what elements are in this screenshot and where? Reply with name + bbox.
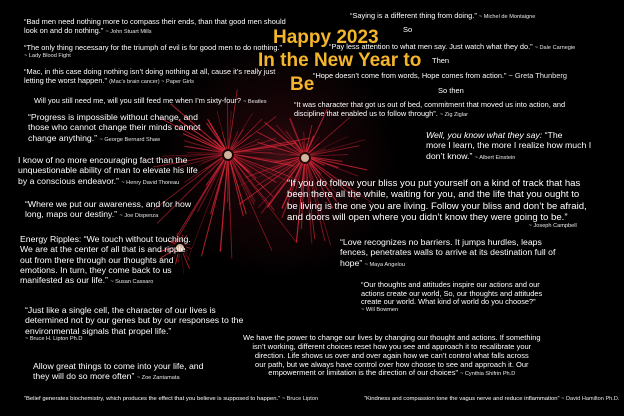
quote-shifrin [243,334,541,378]
quote-author: ~ Greta Thunberg [508,71,567,80]
quote-author: ~ Zoe Zantamata [136,375,180,382]
quote-zantamata [33,361,203,382]
quote-author: ~ George Bernard Shaw [99,136,160,143]
quote-line: “The only thing necessary for the triumph of evil is for good men to do nothing.” [24,43,282,52]
quote-line: I know of no more encouraging fact than the [18,155,188,165]
quote-line: “Our thoughts and attitudes inspire our actions and our [361,280,540,289]
quote-author: ~ Henry David Thoreau [121,179,180,186]
quote-blood-fight [24,44,282,59]
quote-line: Allow great things to come into your life, and [33,361,204,371]
quote-line: don’t know.” [426,150,473,161]
quote-line: and doors will open where you didn’t know they were going to be.” [287,211,568,223]
quote-line: been there all the while, waiting for you, and the life that you ought to [287,189,580,201]
quote-line: discipline that enabled us to follow through”. [294,108,438,118]
quote-line: direction. Life shows us over and over again how we can’t control what falls across [254,350,529,360]
firework-streak [198,160,225,212]
quote-line [426,151,591,162]
quote-author: ~ Beatles [243,99,267,105]
quote-line: We have the power to change our lives by changing our thought and actions. If something [243,333,541,342]
quote-line [25,209,191,220]
quote-mills [24,18,286,35]
firework-streak [310,140,365,155]
quote-line: “Progress is impossible without change, and [28,112,198,122]
quote-author: (Mac’s brain cancer) ~ Paper Girls [109,78,194,85]
quote-line: Will you still need me, will you still feed me when I’m sixty-four? [34,96,242,105]
quote-line [340,258,555,269]
quote-line: environmental signals that propel life.” [25,325,172,336]
quote-author: ~ Joe Dispenza [119,213,159,220]
quote-line [18,176,198,187]
quote-montaigne [350,12,535,21]
quote-line [24,27,286,36]
quote-line: actions create our world, So, our thoughts and attitudes [361,288,543,298]
quote-lipton-belief [24,396,318,403]
quote-author: ~ Lady Blood Fight [24,52,71,59]
quote-author: ~ Will Bowmen [361,307,399,314]
firework-streak [228,161,232,259]
quote-line: empowerment or limitation is the direction of our choices” [268,368,458,378]
quote-campbell [287,178,587,230]
quote-lipton-cell [25,305,243,342]
firework-streak [227,103,228,149]
quote-line: “The [542,130,563,140]
quote-line: “Belief generates biochemistry, which produces the effect that you believe is supposed to happen.” [24,396,281,402]
quote-line: “Where we put our awareness, and for how [25,199,192,209]
quote-line: “Just like a single cell, the character of our lives is [25,305,216,315]
quote-line: “Love recognizes no barriers. It jumps hurdles, leaps [340,237,542,247]
quote-beatles [34,97,267,106]
quote-line [243,369,541,378]
quote-angelou [340,237,555,268]
quote-author: ~ Dale Carnegie [534,45,576,51]
quote-thoreau [18,155,198,186]
quote-line: isn’t working, different choices reset how you see and approach it to recalibrate your [252,341,532,351]
quote-line: “It was character that got us out of bed, commitment that moved us into action, and [294,100,566,109]
quote-line: “Hope doesn’t come from words, Hope comes from action.” [313,71,507,80]
quote-line: determined not by our genes but by our responses to the [25,315,244,326]
quote-line: Energy Ripples: “We touch without touching. [20,234,191,244]
firework-streak [265,122,302,153]
quote-line [24,77,275,86]
quote-line: those who cannot change their minds cannot [28,122,201,133]
quote-line: hope” [340,257,363,268]
quote-line: We are at the center of all that is and ripple [20,244,186,255]
firework-streak [311,154,348,156]
quote-line: out from there through our thoughts and [20,254,174,265]
quote-author: ~ Bruce H. Lipton Ph.D [25,335,83,342]
quote-ziglar [294,101,565,118]
quote-line [20,275,191,286]
quote-line: “Bad men need nothing more to compass their ends, than that good men should [24,17,286,26]
quote-line: “Kindness and compassion tone the vagus nerve and reduce inflammation” [364,396,560,402]
firework-streak [231,119,262,150]
connector-so: So [403,25,413,34]
quote-line: create our world. What kind of world do you choose?” [361,297,536,307]
quote-line: “Saying is a different thing from doing.” [350,11,477,20]
quote-author: ~ David Hamilton Ph.D. [561,396,620,402]
quote-lead: Well, you know what they say: [426,130,543,140]
title-line-2: In the New Year to [258,50,422,71]
quote-paper-girls [24,68,275,85]
quote-line: manifested as our life.” [20,275,108,286]
quote-author: ~ Joseph Campbell [528,223,577,230]
title-line-1: Happy 2023 [273,27,379,48]
quote-author: ~ Albert Einstein [474,154,516,161]
quote-line [294,110,565,119]
quote-line [28,133,200,144]
quote-author: ~ Bruce Lipton [281,396,319,402]
quote-shaw [28,112,200,143]
quote-line: emotions. In turn, they come back to us [20,264,172,275]
quote-line: change anything.” [28,132,98,143]
quote-author: ~ Susan Cassaro [110,279,154,286]
quote-author: ~ Michel de Montaigne [478,14,536,20]
firework-core [301,154,309,162]
quote-author: ~ Cynthia Shifrin Ph.D [460,371,516,378]
quote-line: be living is the one you are living. Follow your bliss and don’t be afraid, [287,200,587,212]
quote-line: by a conscious endeavor.” [18,175,119,186]
quote-thunberg [313,72,567,81]
quote-line: “Mac, in this case doing nothing isn’t doing nothing at all, cause it’s really just [24,67,276,76]
quote-line: look on and do nothing.” [24,25,104,35]
firework-core [224,151,232,159]
quote-line: long, maps our destiny.” [25,209,118,220]
quote-line: our path, but we always have control over how choose to see and approach it. Our [255,359,529,369]
quote-bowmen [361,281,542,314]
quote-line: letting the worst happen.” [24,75,107,85]
quote-line [426,130,591,140]
quote-author: ~ John Stuart Mills [105,28,152,35]
quote-author: ~ Zig Ziglar [439,111,468,118]
quote-einstein [426,130,591,161]
quote-author: ~ Maya Angelou [364,261,405,268]
quote-carnegie [329,43,575,52]
quote-line: unquestionable ability of man to elevate his life [18,165,198,176]
quote-hamilton [364,396,619,403]
quote-dispenza [25,199,191,220]
quote-line: “Pay less attention to what men say. Just watch what they do.” [329,42,533,51]
title-line-3: Be [290,74,315,95]
connector-then: Then [432,56,450,65]
connector-so-then: So then [438,86,464,95]
quote-cassaro [20,234,191,286]
quote-line [33,371,203,382]
quote-line: fences, penetrates walls to arrive at its destination full of [340,247,556,258]
quote-line: “If you do follow your bliss you put yourself on a kind of track that has [287,178,581,189]
quote-line: more I learn, the more I realize how much I [426,140,592,151]
quote-line: they will do so more often” [33,371,135,382]
